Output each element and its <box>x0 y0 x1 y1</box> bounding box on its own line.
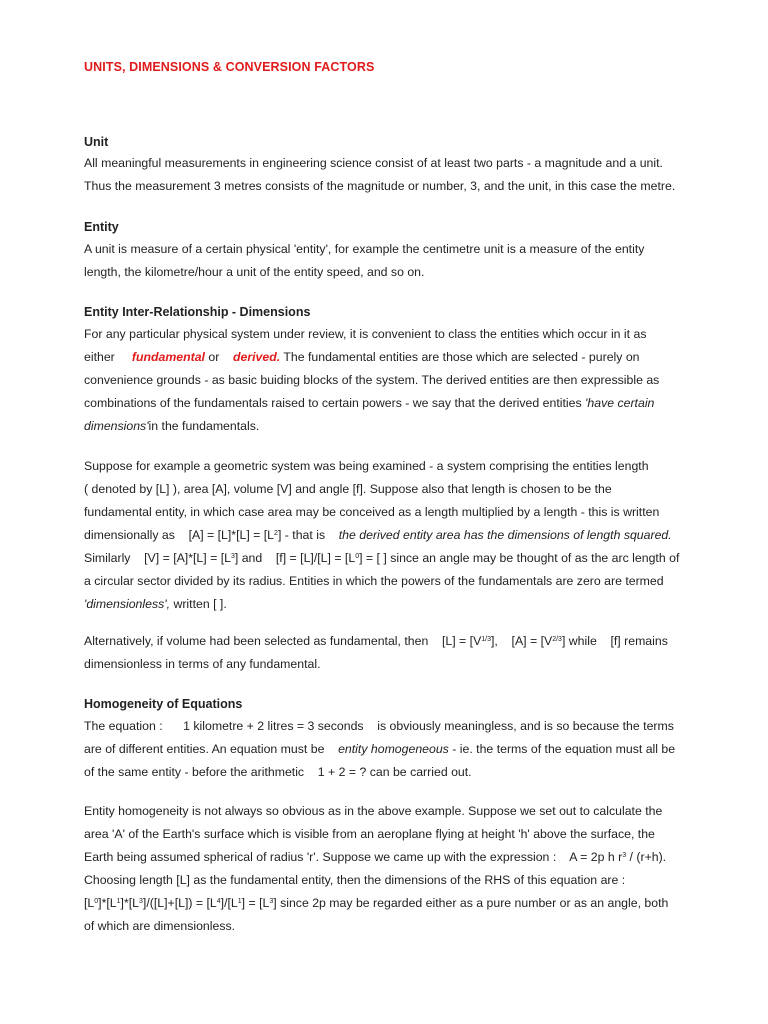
text-line <box>84 392 694 415</box>
text-span: [f] remains <box>610 634 668 648</box>
text-line <box>84 738 694 761</box>
text-line: fundamental entity, in which case area may be conceived as a length multiplied by a length - this is written <box>84 505 660 519</box>
page-title: UNITS, DIMENSIONS & CONVERSION FACTORS <box>84 60 375 74</box>
text-span: The equation : <box>84 719 163 733</box>
text-span: ]/([L]+[L]) = [L <box>142 896 217 910</box>
text-line: A unit is measure of a certain physical 'entity', for example the centimetre unit is a measure of the entity <box>84 242 645 256</box>
text-line: Entity homogeneity is not always so obvious as in the above example. Suppose we set out to calculate the <box>84 804 663 818</box>
text-span: A = 2p h r <box>569 850 623 864</box>
heading-unit: Unit <box>84 135 109 149</box>
exponent: 3 <box>230 553 235 560</box>
text-line <box>84 524 694 547</box>
text-span: written [ ]. <box>173 597 227 611</box>
paragraph-earth-example <box>84 800 694 938</box>
text-span: either <box>84 350 115 364</box>
text-line: a circular sector divided by its radius. Entities in which the powers of the fundamentals are zero are termed <box>84 574 664 588</box>
text-line <box>84 547 694 570</box>
heading-entity: Entity <box>84 220 119 234</box>
text-span-italic: 'dimensionless', <box>84 597 171 611</box>
text-line: convenience grounds - as basic buiding blocks of the system. The derived entities are then expressible as <box>84 373 660 387</box>
text-span: / (r+h). <box>626 850 667 864</box>
text-span: ] = [ ] since an angle may be thought of as the arc length of <box>359 551 680 565</box>
heading-entity-inter-relationship: Entity Inter-Relationship - Dimensions <box>84 305 311 319</box>
exponent: 2/3 <box>552 636 562 643</box>
exponent: 0 <box>94 898 99 905</box>
text-line <box>84 715 694 738</box>
text-span: ] while <box>561 634 597 648</box>
exponent: 3 <box>139 898 143 905</box>
text-line: Choosing length [L] as the fundamental entity, then the dimensions of the RHS of this equation are : <box>84 873 626 887</box>
text-line <box>84 892 694 915</box>
paragraph-geometric-example <box>84 455 694 616</box>
text-span: [A] = [L]*[L] = [L <box>188 528 275 542</box>
text-span: or <box>208 350 220 364</box>
text-span: are of different entities. An equation must be <box>84 742 325 756</box>
text-span: of the same entity - before the arithmetic <box>84 765 305 779</box>
paragraph-alternative <box>84 630 694 676</box>
exponent: 0 <box>355 553 360 560</box>
text-span: ] and <box>234 551 263 565</box>
text-span-italic: 'have certain <box>585 396 655 410</box>
heading-homogeneity: Homogeneity of Equations <box>84 697 243 711</box>
text-span-italic: dimensions' <box>84 419 149 433</box>
text-span: - ie. the terms of the equation must all be <box>452 742 676 756</box>
text-line: For any particular physical system under review, it is convenient to class the entities which occur in it as <box>84 327 647 341</box>
paragraph-homogeneity <box>84 715 694 784</box>
text-span: combinations of the fundamentals raised to certain powers - we say that the derived entities <box>84 396 582 410</box>
paragraph-entity <box>84 238 694 284</box>
text-span: ], <box>491 634 498 648</box>
text-span: ]*[L <box>98 896 117 910</box>
text-line <box>84 346 694 369</box>
text-span: 1 kilometre + 2 litres = 3 seconds <box>183 719 364 733</box>
text-span: in the fundamentals. <box>148 419 260 433</box>
text-line <box>84 761 694 784</box>
exponent: 4 <box>216 898 221 905</box>
exponent: 1 <box>116 898 121 905</box>
text-span: ] since 2p may be regarded either as a pure number or as an angle, both <box>273 896 669 910</box>
text-line: ( denoted by [L] ), area [A], volume [V] and angle [f]. Suppose also that length is chosen to be the <box>84 482 612 496</box>
text-span: [A] = [V <box>511 634 553 648</box>
text-line: of which are dimensionless. <box>84 919 236 933</box>
text-span: ]*[L <box>120 896 140 910</box>
text-span: Alternatively, if volume had been selected as fundamental, then <box>84 634 429 648</box>
term-fundamental: fundamental <box>131 350 205 364</box>
text-span: is obviously meaningless, and is so because the terms <box>377 719 674 733</box>
exponent: 2 <box>274 530 278 537</box>
term-derived: derived. <box>233 350 281 364</box>
text-line <box>84 593 694 616</box>
text-line: Suppose for example a geometric system was being examined - a system comprising the entities length <box>84 459 649 473</box>
text-span: The fundamental entities are those which are selected - purely on <box>283 350 640 364</box>
text-span: [L] = [V <box>441 634 482 648</box>
text-span: 1 + 2 = ? can be carried out. <box>317 765 472 779</box>
text-line: dimensionless in terms of any fundamental. <box>84 657 321 671</box>
text-span: ] = [L <box>241 896 270 910</box>
text-line <box>84 415 694 438</box>
text-span: ] - that is <box>277 528 326 542</box>
text-span: Earth being assumed spherical of radius 'r'. Suppose we came up with the expression : <box>84 850 557 864</box>
text-span-italic: entity homogeneous <box>338 742 449 756</box>
text-span: dimensionally as <box>84 528 175 542</box>
paragraph-inter-relationship <box>84 323 694 438</box>
text-line: area 'A' of the Earth's surface which is visible from an aeroplane flying at height 'h' above the surface, the <box>84 827 655 841</box>
text-span: Similarly <box>84 551 131 565</box>
exponent: 3 <box>622 852 627 859</box>
text-line <box>84 846 694 869</box>
text-line <box>84 630 694 653</box>
text-span: [V] = [A]*[L] = [L <box>144 551 231 565</box>
text-line: All meaningful measurements in engineering science consist of at least two parts - a magnitude and a unit. <box>84 156 663 170</box>
text-span: [f] = [L]/[L] = [L <box>275 551 356 565</box>
exponent: 1 <box>237 898 242 905</box>
paragraph-unit <box>84 152 694 198</box>
text-line: length, the kilometre/hour a unit of the entity speed, and so on. <box>84 265 425 279</box>
exponent: 3 <box>269 898 274 905</box>
text-line: Thus the measurement 3 metres consists of the magnitude or number, 3, and the unit, in this case the metre. <box>84 179 676 193</box>
text-span: ]/[L <box>220 896 238 910</box>
text-span-italic: the derived entity area has the dimensions of length squared. <box>338 528 672 542</box>
text-span: [L <box>84 896 95 910</box>
exponent: 1/3 <box>481 636 492 643</box>
